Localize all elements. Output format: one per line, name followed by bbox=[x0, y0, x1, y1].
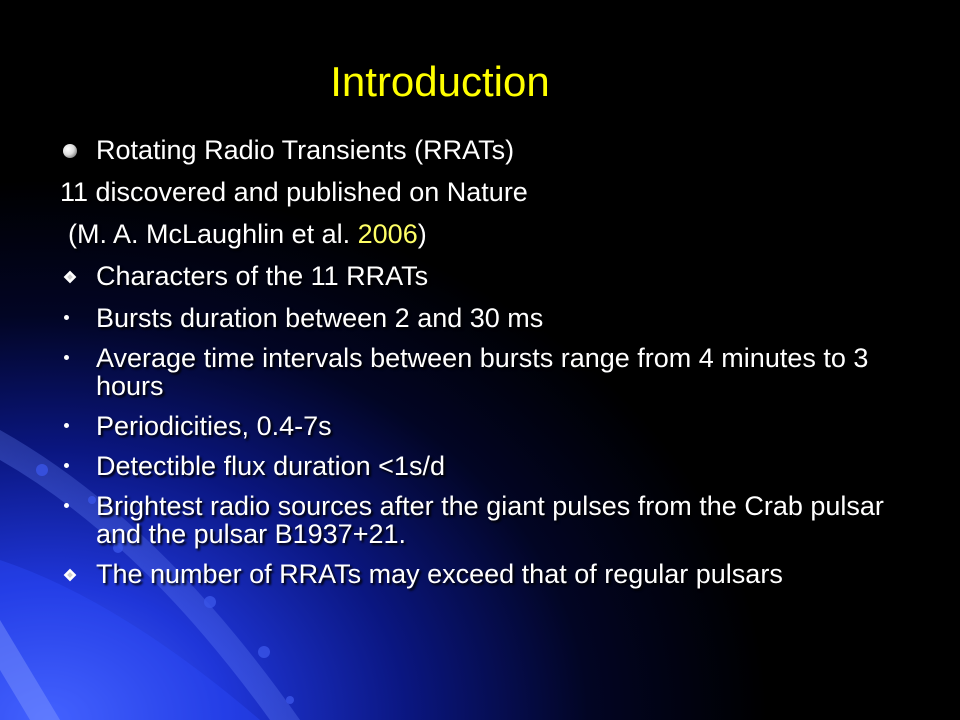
list-item-text: Rotating Radio Transients (RRATs) bbox=[96, 135, 515, 165]
citation-prefix: (M. A. McLaughlin et al. bbox=[68, 219, 358, 249]
list-item-text: Periodicities, 0.4-7s bbox=[96, 411, 332, 441]
citation-year: 2006 bbox=[357, 219, 418, 249]
list-item-text: Characters of the 11 RRATs bbox=[96, 261, 429, 291]
sphere-bullet-icon bbox=[62, 143, 78, 159]
list-item bbox=[60, 560, 920, 588]
diamond-bullet-icon bbox=[62, 567, 78, 583]
list-item bbox=[60, 492, 920, 548]
diamond-bullet-icon bbox=[62, 269, 78, 285]
citation-suffix: ) bbox=[417, 219, 427, 249]
dot-bullet-icon bbox=[64, 463, 69, 468]
list-item-citation bbox=[60, 220, 920, 248]
list-item bbox=[60, 412, 920, 440]
list-item bbox=[60, 452, 920, 480]
list-item bbox=[60, 304, 920, 332]
list-item-text: The number of RRATs may exceed that of regular pulsars bbox=[96, 559, 783, 589]
slide-title: Introduction bbox=[330, 58, 550, 105]
list-item-text: Brightest radio sources after the giant pulses from the Crab pulsar and the pulsar B1937+21. bbox=[96, 491, 884, 549]
list-item-text: Detectible flux duration <1s/d bbox=[96, 451, 445, 481]
dot-bullet-icon bbox=[64, 423, 69, 428]
bullet-list bbox=[60, 136, 920, 602]
list-item-text: Average time intervals between bursts range from 4 minutes to 3 hours bbox=[96, 343, 869, 401]
list-item-text: Bursts duration between 2 and 30 ms bbox=[96, 303, 544, 333]
list-item bbox=[60, 344, 920, 400]
list-item bbox=[60, 178, 920, 206]
list-item-text: 11 discovered and published on Nature bbox=[60, 177, 528, 207]
list-item bbox=[60, 262, 920, 290]
dot-bullet-icon bbox=[64, 503, 69, 508]
dot-bullet-icon bbox=[64, 355, 69, 360]
dot-bullet-icon bbox=[64, 315, 69, 320]
list-item bbox=[60, 136, 920, 164]
